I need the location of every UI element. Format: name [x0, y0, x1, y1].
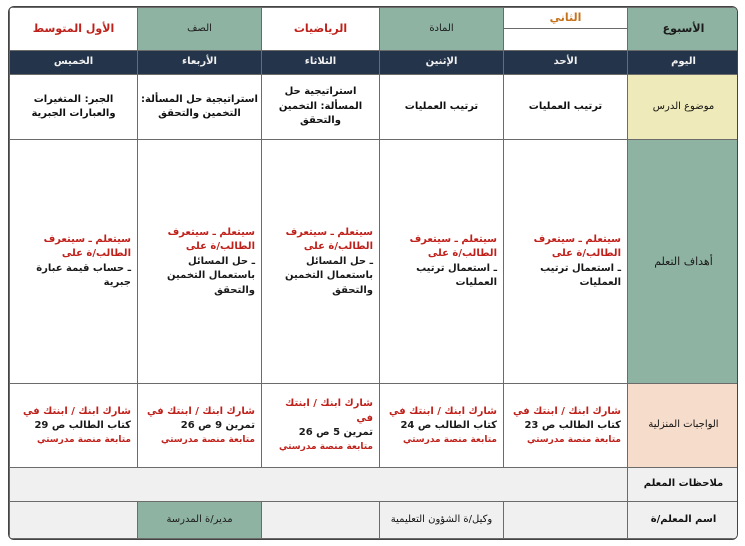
homework-thursday [10, 384, 138, 467]
homework-followup: متابعة منصة مدرستي [527, 434, 621, 445]
days-label: اليوم [628, 50, 739, 74]
homework-intro: شارك ابنك / ابنتك في [513, 405, 621, 417]
lesson-thursday: الجبر: المتغيرات والعبارات الجبرية [10, 75, 138, 140]
objective-text: ـ استعمال ترتيب العمليات [416, 262, 497, 289]
homework-wednesday [138, 384, 262, 467]
lesson-label: موضوع الدرس [628, 75, 739, 140]
objective-tuesday [262, 140, 380, 384]
principal-field[interactable] [10, 502, 138, 539]
subject-label: المادة [380, 8, 504, 51]
objective-sunday [504, 140, 628, 384]
homework-text: كتاب الطالب ص 23 [524, 420, 621, 432]
homework-label: الواجبات المنزلية [628, 384, 739, 467]
subject-value: الرياضيات [262, 8, 380, 51]
objective-monday [380, 140, 504, 384]
teacher-name-field[interactable] [504, 502, 628, 539]
homework-intro: شارك ابنك / ابنتك في [285, 398, 373, 424]
lesson-wednesday: استراتيجية حل المسألة: التخمين والتحقق [138, 75, 262, 140]
homework-followup: متابعة منصة مدرستي [37, 434, 131, 445]
objective-text: ـ استعمال ترتيب العمليات [540, 262, 621, 289]
principal-label: مدير/ة المدرسة [138, 502, 262, 539]
vice-principal-label: وكيل/ة الشؤون التعليمية [380, 502, 504, 539]
day-wednesday: الأربعاء [138, 50, 262, 74]
week-value: الثاني [504, 8, 627, 29]
objectives-label: أهداف التعلم [628, 140, 739, 384]
objective-intro: سيتعلم ـ سيتعرف الطالب/ة على [43, 233, 131, 260]
homework-monday [380, 384, 504, 467]
week-value-blank [504, 29, 627, 49]
homework-intro: شارك ابنك / ابنتك في [389, 405, 497, 417]
homework-text: كتاب الطالب ص 29 [34, 420, 131, 432]
teacher-notes-label: ملاحظات المعلم [628, 467, 739, 502]
objective-intro: سيتعلم ـ سيتعرف الطالب/ة على [167, 226, 255, 253]
lesson-sunday: ترتيب العمليات [504, 75, 628, 140]
day-sunday: الأحد [504, 50, 628, 74]
class-label: الصف [138, 8, 262, 51]
homework-text: تمرين 9 ص 26 [180, 420, 255, 432]
homework-followup: متابعة منصة مدرستي [279, 441, 373, 452]
objective-intro: سيتعلم ـ سيتعرف الطالب/ة على [285, 226, 373, 253]
week-value-cell [504, 8, 628, 51]
day-tuesday: الثلاثاء [262, 50, 380, 74]
homework-intro: شارك ابنك / ابنتك في [147, 405, 255, 417]
teacher-notes-field[interactable] [10, 467, 628, 502]
objective-text: ـ حساب قيمة عبارة جبرية [36, 262, 131, 289]
objective-text: ـ حل المسائل باستعمال التخمين والتحقق [167, 255, 255, 296]
day-thursday: الخميس [10, 50, 138, 74]
objective-text: ـ حل المسائل باستعمال التخمين والتحقق [285, 255, 373, 296]
lesson-monday: ترتيب العمليات [380, 75, 504, 140]
teacher-name-label: اسم المعلم/ة [628, 502, 739, 539]
homework-text: كتاب الطالب ص 24 [400, 420, 497, 432]
objective-wednesday [138, 140, 262, 384]
class-value: الأول المتوسط [10, 8, 138, 51]
homework-followup: متابعة منصة مدرستي [161, 434, 255, 445]
homework-intro: شارك ابنك / ابنتك في [23, 405, 131, 417]
vice-principal-field[interactable] [262, 502, 380, 539]
objective-intro: سيتعلم ـ سيتعرف الطالب/ة على [409, 233, 497, 260]
week-label: الأسبوع [628, 8, 739, 51]
objective-intro: سيتعلم ـ سيتعرف الطالب/ة على [533, 233, 621, 260]
homework-followup: متابعة منصة مدرستي [403, 434, 497, 445]
homework-sunday [504, 384, 628, 467]
objective-thursday [10, 140, 138, 384]
homework-text: تمرين 5 ص 26 [298, 427, 373, 439]
lesson-tuesday: استراتيجية حل المسألة: التخمين والتحقق [262, 75, 380, 140]
weekly-plan-table [8, 6, 738, 540]
day-monday: الإثنين [380, 50, 504, 74]
homework-tuesday [262, 384, 380, 467]
